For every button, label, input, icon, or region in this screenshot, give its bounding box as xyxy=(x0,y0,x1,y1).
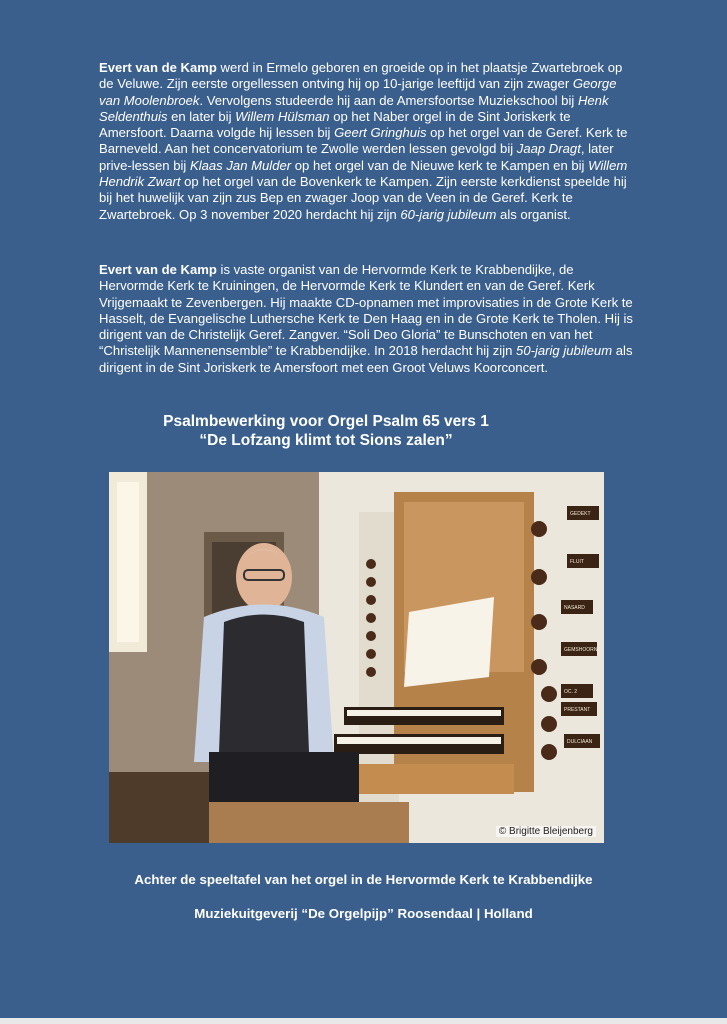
stop-label: NASARD xyxy=(564,605,585,611)
stop-label: PRESTANT xyxy=(564,707,591,713)
bio-jubilee: 60-jarig jubileum xyxy=(400,206,497,222)
organ-scene-illustration xyxy=(109,472,604,843)
publisher-line: Muziekuitgeverij “De Orgelpijp” Roosendaal | Holland xyxy=(194,906,533,921)
bio-text: als organist. xyxy=(496,206,571,222)
bio-jubilee: 50-jarig jubileum xyxy=(516,343,613,359)
bio-text: als dirigent in de Sint Joriskerk te Amersfoort met een Groot Veluws Koorconcert. xyxy=(99,343,633,375)
bio-text: op het Naber orgel in de Sint Joriskerk te Amersfoort. Daarna volgde hij lessen bij xyxy=(99,108,571,141)
stop-label: OC. 2 xyxy=(564,689,578,695)
bio-text: is vaste organist van de Hervormde Kerk te Krabbendijke, de Hervormde Kerk te Kruiningen, de Hervormde Kerk te Klundert en van de Geref. Kerk Vrijgemaakt te Zevenbergen. Hij maakte CD-opnamen met improvisaties in de Grote Kerk te Hasselt, de Evangelische Luthersche Kerk te Den Haag en in de Grote Kerk te Tholen. Hij is dirigent van de Christelijk Geref. Zangver. “Soli Deo Gloria” te Bunschoten en van het “Christelijk Mannenensemble” te Krabbendijke. In 2018 herdacht hij zijn xyxy=(99,262,633,359)
psalm-title-line-1: Psalmbewerking voor Orgel Psalm 65 vers 1 xyxy=(163,413,489,430)
bio-text: op het orgel van de Nieuwe kerk te Kampen en bij xyxy=(291,157,589,173)
bio-text: , later prive-lessen bij xyxy=(99,141,614,173)
bio-teacher: Klaas Jan Mulder xyxy=(189,157,292,173)
bottom-divider xyxy=(0,1018,727,1024)
biography-paragraph-2 xyxy=(99,262,639,376)
bio-text: op het orgel van de Geref. Kerk te Barneveld. Aan het concervatorium te Zwolle werden lessen gevolgd bij xyxy=(99,125,628,157)
bio-text: op het orgel van de Bovenkerk te Kampen. Zijn eerste kerkdienst speelde hij bij het huwelijk van zijn zus Bep en zwager Joop van de Veen in de Geref. Kerk te Zwartebroek. Op 3 november 2020 herdacht hij zijn xyxy=(99,174,627,222)
bio-text: werd in Ermelo geboren en groeide op in het plaatsje Zwartebroek op de Veluwe. Zijn eerste orgellessen ontving hij op 10-jarige leeftijd van zijn zwager xyxy=(99,60,623,92)
stop-label: GEMSHOORN xyxy=(564,647,598,653)
bio-name: Evert van de Kamp xyxy=(99,262,217,277)
stop-label: GEDEKT xyxy=(570,511,591,517)
stop-label: DULCIAAN xyxy=(567,739,593,745)
bio-teacher: Willem Hendrik Zwart xyxy=(99,157,628,190)
psalm-title xyxy=(100,412,552,450)
psalm-title-line-2: “De Lofzang klimt tot Sions zalen” xyxy=(199,432,453,449)
bio-teacher: Geert Gringhuis xyxy=(334,125,427,141)
bio-text: en later bij xyxy=(167,108,236,124)
bio-teacher: Jaap Dragt xyxy=(516,141,581,157)
stop-label: FLUIT xyxy=(570,559,584,565)
bio-name: Evert van de Kamp xyxy=(99,60,217,75)
photo-caption: Achter de speeltafel van het orgel in de Hervormde Kerk te Krabbendijke xyxy=(134,872,593,887)
bio-teacher: George van Moolenbroek xyxy=(99,76,617,108)
organ-photo xyxy=(109,472,604,843)
bio-teacher: Willem Hülsman xyxy=(235,108,330,124)
biography-paragraph-1 xyxy=(99,60,639,223)
photo-credit: © Brigitte Bleijenberg xyxy=(496,826,596,837)
bio-text: . Vervolgens studeerde hij aan de Amersfoortse Muziekschool bij xyxy=(199,92,578,108)
bio-teacher: Henk Seldenthuis xyxy=(99,92,609,124)
